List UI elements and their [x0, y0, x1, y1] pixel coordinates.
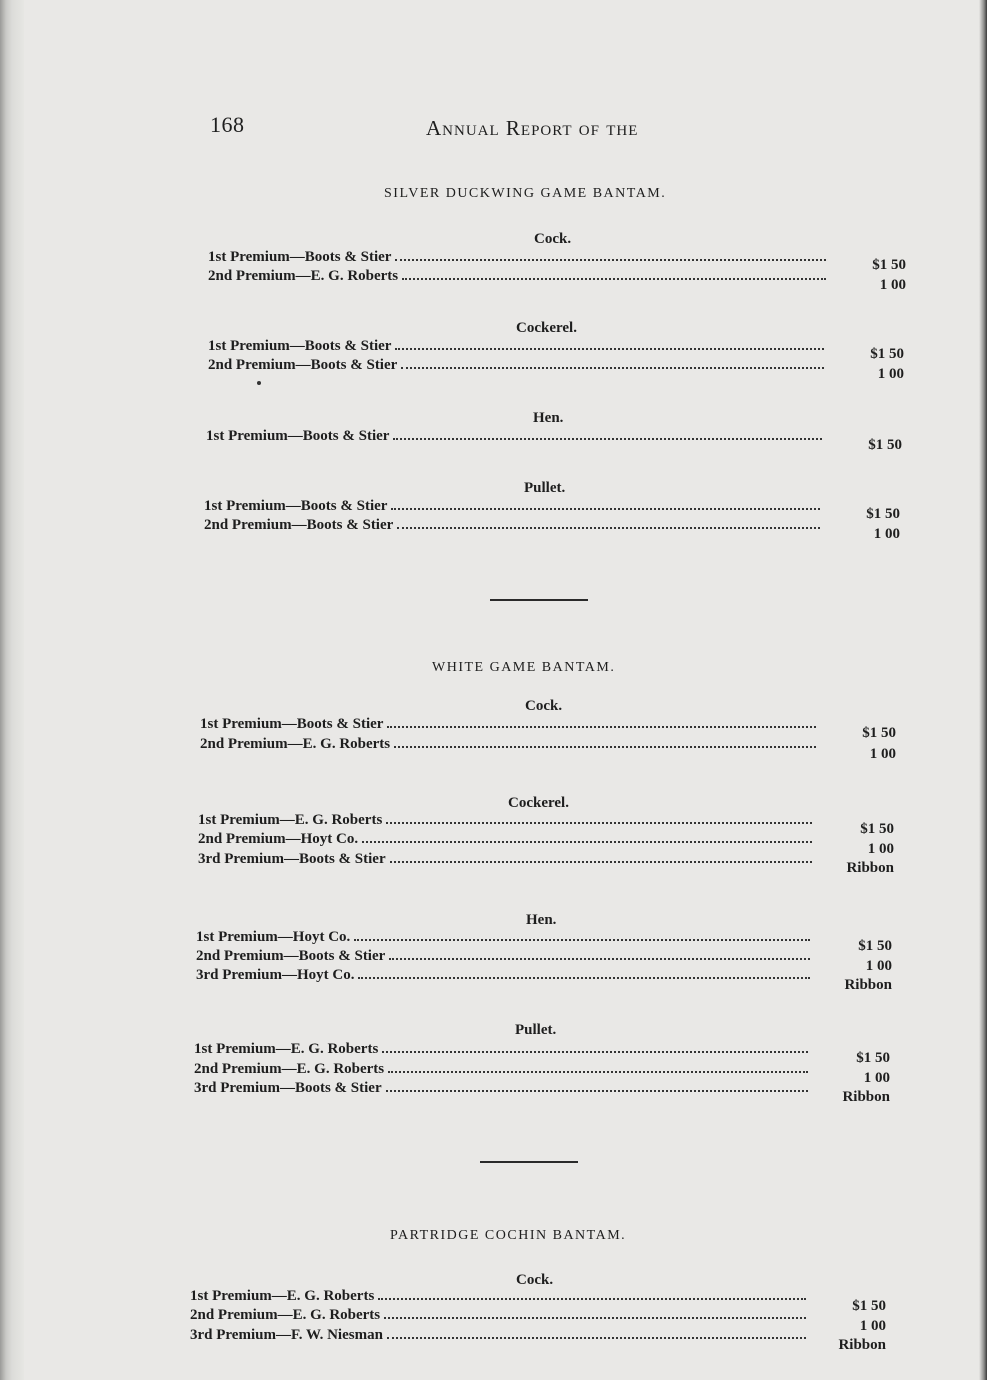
section-title-partridge-cochin: PARTRIDGE COCHIN BANTAM.	[390, 1228, 627, 1243]
list-item	[200, 734, 820, 754]
entry-label: 1st Premium—Boots & Stier	[208, 249, 392, 265]
running-head: Annual Report of the	[426, 116, 639, 140]
entry-label: 3rd Premium—F. W. Niesman	[190, 1327, 383, 1343]
entry-amount: 1 00	[879, 277, 906, 293]
dot-leader	[395, 247, 826, 261]
entry-label: 1st Premium—Hoyt Co.	[196, 929, 351, 945]
section-title-white-game: WHITE GAME BANTAM.	[432, 660, 616, 675]
entry-amount: 1 00	[865, 958, 892, 974]
entry-label: 2nd Premium—Boots & Stier	[204, 517, 394, 533]
entry-label: 2nd Premium—E. G. Roberts	[194, 1061, 385, 1077]
entry-amount: 1 00	[869, 746, 896, 762]
entry-amount: $1 50	[858, 938, 892, 954]
entry-label: 1st Premium—E. G. Roberts	[190, 1288, 375, 1304]
entry-amount: 1 00	[873, 526, 900, 542]
entry-amount: $1 50	[870, 346, 904, 362]
entry-label: 2nd Premium—Boots & Stier	[208, 357, 398, 373]
entry-label: 1st Premium—Boots & Stier	[200, 716, 384, 732]
entry-label: 2nd Premium—Boots & Stier	[196, 948, 386, 964]
entry-amount: 1 00	[863, 1070, 890, 1086]
group-title-cockerel: Cockerel.	[508, 795, 569, 811]
list-item	[206, 426, 826, 446]
dot-leader	[395, 336, 824, 350]
group-title-hen: Hen.	[526, 912, 557, 928]
entry-amount: $1 50	[852, 1298, 886, 1314]
entry-label: 1st Premium—Boots & Stier	[204, 498, 388, 514]
dot-leader	[378, 1286, 806, 1300]
list-item	[196, 927, 814, 947]
entry-label: 3rd Premium—Hoyt Co.	[196, 967, 355, 983]
entry-amount: $1 50	[866, 506, 900, 522]
dot-leader	[401, 355, 824, 369]
dot-leader	[358, 965, 810, 979]
section-divider	[480, 1161, 578, 1163]
list-item	[200, 714, 820, 734]
dot-leader	[389, 946, 810, 960]
list-item	[190, 1286, 810, 1306]
entry-amount: Ribbon	[846, 860, 894, 876]
entry-label: 2nd Premium—E. G. Roberts	[200, 736, 391, 752]
group-title-hen: Hen.	[533, 410, 564, 426]
dot-leader	[393, 426, 822, 440]
page-binding-edge	[0, 0, 24, 1380]
entry-amount: Ribbon	[844, 977, 892, 993]
group-title-cock: Cock.	[525, 698, 563, 714]
list-item	[194, 1078, 812, 1098]
dot-leader	[386, 1078, 808, 1092]
group-title-cockerel: Cockerel.	[516, 320, 577, 336]
entry-label: 1st Premium—Boots & Stier	[208, 338, 392, 354]
entry-label: 3rd Premium—Boots & Stier	[198, 851, 386, 867]
list-item	[190, 1325, 810, 1345]
entry-label: 3rd Premium—Boots & Stier	[194, 1080, 382, 1096]
list-item	[198, 829, 816, 849]
list-item	[204, 496, 824, 516]
list-item	[208, 266, 830, 286]
dot-leader	[397, 515, 820, 529]
group-title-pullet: Pullet.	[524, 480, 566, 496]
list-item	[190, 1305, 810, 1325]
list-item	[208, 355, 828, 375]
list-item	[196, 965, 814, 985]
dot-leader	[384, 1305, 806, 1319]
section-divider	[490, 599, 588, 601]
entry-amount: Ribbon	[838, 1337, 886, 1353]
entry-amount: $1 50	[872, 257, 906, 273]
page-number: 168	[210, 112, 245, 137]
dot-leader	[402, 266, 826, 280]
entry-amount: 1 00	[859, 1318, 886, 1334]
dot-leader	[386, 810, 812, 824]
entry-label: 1st Premium—Boots & Stier	[206, 428, 390, 444]
entry-amount: Ribbon	[842, 1089, 890, 1105]
list-item	[208, 247, 830, 267]
list-item	[208, 336, 828, 356]
group-title-pullet: Pullet.	[515, 1022, 557, 1038]
list-item	[198, 810, 816, 830]
list-item	[194, 1039, 812, 1059]
dot-leader	[394, 734, 816, 748]
list-item	[204, 515, 824, 535]
dot-leader	[387, 1325, 806, 1339]
dot-leader	[354, 927, 810, 941]
entry-amount: $1 50	[868, 437, 902, 453]
dot-leader	[391, 496, 820, 510]
entry-label: 1st Premium—E. G. Roberts	[194, 1041, 379, 1057]
dot-leader	[390, 849, 812, 863]
entry-amount: $1 50	[862, 725, 896, 741]
group-title-cock: Cock.	[516, 1272, 554, 1288]
entry-label: 2nd Premium—E. G. Roberts	[208, 268, 399, 284]
ink-speck	[257, 381, 261, 385]
entry-label: 1st Premium—E. G. Roberts	[198, 812, 383, 828]
list-item	[196, 946, 814, 966]
list-item	[194, 1059, 812, 1079]
entry-amount: $1 50	[856, 1050, 890, 1066]
dot-leader	[382, 1039, 808, 1053]
section-title-silver-duckwing: SILVER DUCKWING GAME BANTAM.	[384, 186, 667, 201]
page-right-edge	[979, 0, 987, 1380]
entry-amount: $1 50	[860, 821, 894, 837]
dot-leader	[362, 829, 812, 843]
group-title-cock: Cock.	[534, 231, 572, 247]
entry-label: 2nd Premium—Hoyt Co.	[198, 831, 359, 847]
list-item	[198, 849, 816, 869]
entry-amount: 1 00	[877, 366, 904, 382]
dot-leader	[388, 1059, 808, 1073]
entry-label: 2nd Premium—E. G. Roberts	[190, 1307, 381, 1323]
entry-amount: 1 00	[867, 841, 894, 857]
dot-leader	[387, 714, 816, 728]
